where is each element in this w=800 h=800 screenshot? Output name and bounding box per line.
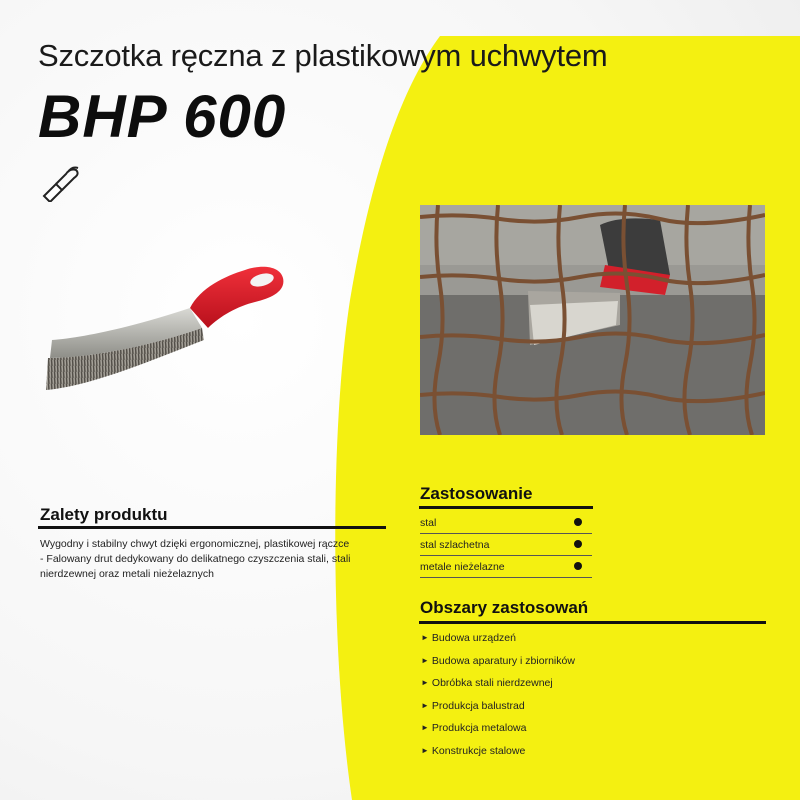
areas-list-item bbox=[421, 655, 575, 667]
advantages-line: - Falowany drut dedykowany do delikatnego czyszczenia stali, stali bbox=[40, 553, 351, 565]
advantages-rule bbox=[38, 526, 386, 529]
areas-list-item bbox=[421, 722, 526, 734]
application-row bbox=[420, 512, 592, 534]
application-row bbox=[420, 534, 592, 556]
application-row-label: stal bbox=[420, 517, 437, 529]
application-row-label: metale nieżelazne bbox=[420, 561, 505, 573]
application-rule bbox=[419, 506, 593, 509]
areas-list-item bbox=[421, 700, 525, 712]
areas-rule bbox=[419, 621, 766, 624]
arrow-right-icon: ► bbox=[421, 678, 429, 687]
advantages-heading: Zalety produktu bbox=[40, 505, 168, 524]
areas-heading: Obszary zastosowań bbox=[420, 598, 589, 617]
bullet-dot-icon bbox=[574, 540, 582, 548]
areas-item-label: Obróbka stali nierdzewnej bbox=[431, 677, 553, 689]
advantages-line: Wygodny i stabilny chwyt dzięki ergonomicznej, plastikowej rączce bbox=[40, 538, 350, 550]
areas-item-label: Produkcja balustrad bbox=[431, 700, 525, 712]
application-row-label: stal szlachetna bbox=[420, 539, 490, 551]
arrow-right-icon: ► bbox=[421, 723, 429, 732]
bullet-dot-icon bbox=[574, 562, 582, 570]
areas-item-label: Budowa aparatury i zbiorników bbox=[431, 655, 575, 667]
arrow-right-icon: ► bbox=[421, 701, 429, 710]
arrow-right-icon: ► bbox=[421, 746, 429, 755]
brush-product-image bbox=[40, 258, 290, 398]
application-row bbox=[420, 556, 592, 578]
areas-item-label: Produkcja metalowa bbox=[431, 722, 527, 734]
areas-item-label: Konstrukcje stalowe bbox=[431, 745, 526, 757]
arrow-right-icon: ► bbox=[421, 656, 429, 665]
areas-list-item bbox=[421, 677, 553, 689]
areas-list-item bbox=[421, 745, 525, 757]
areas-list-item bbox=[421, 632, 516, 644]
advantages-line: nierdzewnej oraz metali nieżelaznych bbox=[40, 568, 214, 580]
application-heading: Zastosowanie bbox=[420, 484, 533, 503]
areas-item-label: Budowa urządzeń bbox=[431, 632, 516, 644]
product-subtitle: Szczotka ręczna z plastikowym uchwytem bbox=[38, 38, 608, 73]
bullet-dot-icon bbox=[574, 518, 582, 526]
hand-brush-icon bbox=[36, 160, 82, 202]
arrow-right-icon: ► bbox=[421, 633, 429, 642]
product-title: BHP 600 bbox=[38, 83, 287, 150]
advantages-text bbox=[40, 537, 390, 582]
usage-photo bbox=[420, 205, 765, 435]
